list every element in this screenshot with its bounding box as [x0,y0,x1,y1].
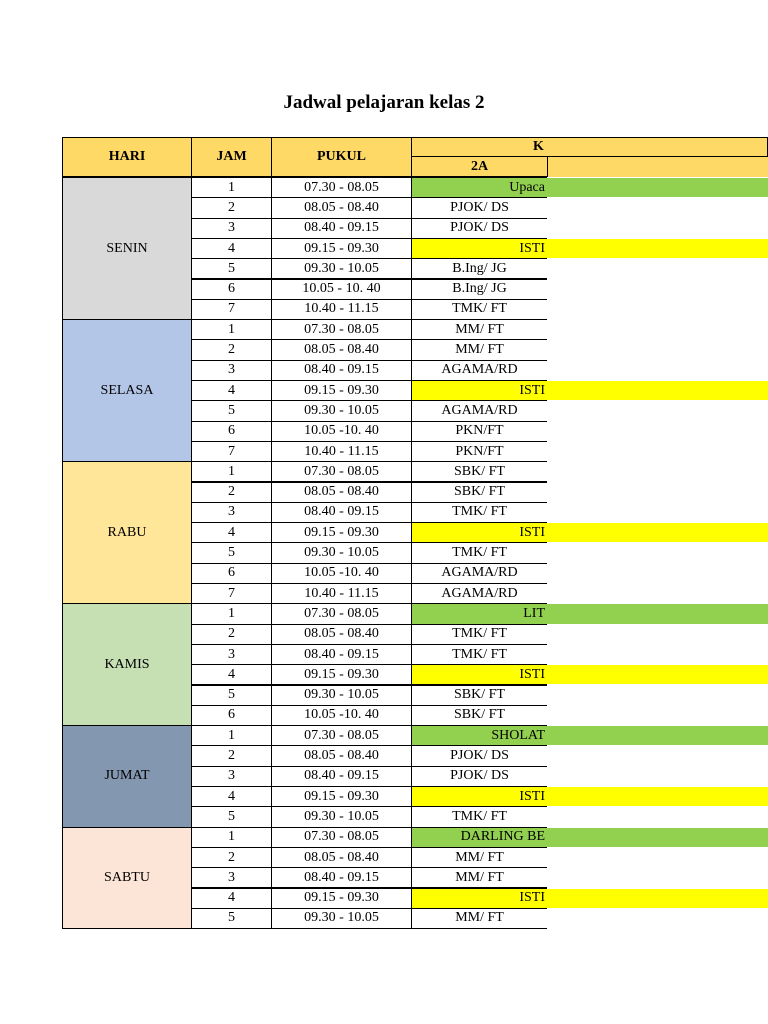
header-group [411,137,768,157]
jam-cell: 5 [191,685,272,706]
subject-cell: TMK/ FT [411,624,548,645]
jam-cell: 4 [191,380,272,401]
jam-cell: 3 [191,218,272,239]
subject-cell: PKN/FT [411,441,548,462]
jam-cell: 3 [191,502,272,523]
day-cell-kamis: KAMIS [62,603,192,726]
subject-label: ISTI [519,240,545,256]
jam-cell: 1 [191,177,272,198]
pukul-cell: 09.30 - 10.05 [271,806,412,827]
subject-cell: TMK/ FT [411,542,548,563]
jam-cell: 1 [191,319,272,340]
pukul-cell: 10.05 -10. 40 [271,421,412,442]
pukul-cell: 07.30 - 08.05 [271,461,412,482]
jam-cell: 7 [191,583,272,604]
band-continuation [547,523,768,542]
band-continuation [547,726,768,745]
pukul-cell: 10.40 - 11.15 [271,441,412,462]
pukul-cell: 07.30 - 08.05 [271,725,412,746]
subject-cell: TMK/ FT [411,806,548,827]
band-continuation [547,239,768,258]
subject-cell: MM/ FT [411,319,548,340]
subject-cell: SBK/ FT [411,461,548,482]
jam-cell: 4 [191,888,272,909]
subject-cell: MM/ FT [411,867,548,888]
band-continuation [547,828,768,847]
pukul-cell: 08.40 - 09.15 [271,218,412,239]
jam-cell: 3 [191,867,272,888]
jam-cell: 3 [191,360,272,381]
subject-cell: AGAMA/RD [411,360,548,381]
subject-cell: PJOK/ DS [411,766,548,787]
pukul-cell: 10.05 -10. 40 [271,563,412,584]
day-cell-jumat: JUMAT [62,725,192,828]
subject-cell: PJOK/ DS [411,218,548,239]
band-continuation [547,178,768,197]
jam-cell: 1 [191,725,272,746]
page-title: Jadwal pelajaran kelas 2 [283,92,485,113]
pukul-cell: 08.05 - 08.40 [271,339,412,360]
jam-cell: 2 [191,197,272,218]
subject-cell: B.Ing/ JG [411,279,548,300]
pukul-cell: 08.40 - 09.15 [271,867,412,888]
subject-cell: AGAMA/RD [411,583,548,604]
pukul-cell: 09.15 - 09.30 [271,522,412,543]
jam-cell: 2 [191,482,272,503]
jam-cell: 2 [191,624,272,645]
pukul-cell: 08.05 - 08.40 [271,624,412,645]
pukul-cell: 09.15 - 09.30 [271,238,412,259]
subject-cell: MM/ FT [411,339,548,360]
subject-cell: TMK/ FT [411,502,548,523]
jam-cell: 4 [191,238,272,259]
pukul-cell: 09.30 - 10.05 [271,400,412,421]
header-group-label: K [533,139,544,154]
jam-cell: 5 [191,908,272,929]
pukul-cell: 09.30 - 10.05 [271,542,412,563]
jam-cell: 7 [191,299,272,320]
pukul-cell: 07.30 - 08.05 [271,603,412,624]
jam-cell: 6 [191,705,272,726]
band-continuation [547,889,768,908]
jam-cell: 4 [191,786,272,807]
subject-label: ISTI [519,382,545,398]
day-cell-selasa: SELASA [62,319,192,462]
subject-label: Upaca [509,179,545,195]
jam-cell: 5 [191,400,272,421]
day-cell-sabtu: SABTU [62,827,192,930]
pukul-cell: 08.40 - 09.15 [271,644,412,665]
subject-label: DARLING BE [460,829,545,845]
jam-cell: 1 [191,827,272,848]
subject-cell: TMK/ FT [411,644,548,665]
subject-cell: MM/ FT [411,847,548,868]
pukul-cell: 09.30 - 10.05 [271,685,412,706]
pukul-cell: 08.05 - 08.40 [271,847,412,868]
band-continuation [547,604,768,623]
pukul-cell: 09.30 - 10.05 [271,258,412,279]
schedule-table [62,137,768,931]
subject-cell: PJOK/ DS [411,197,548,218]
jam-cell: 2 [191,339,272,360]
jam-cell: 4 [191,522,272,543]
pukul-cell: 07.30 - 08.05 [271,827,412,848]
pukul-cell: 10.05 - 10. 40 [271,279,412,300]
subject-label: LIT [523,605,545,621]
day-cell-senin: SENIN [62,177,192,320]
jam-cell: 4 [191,664,272,685]
pukul-cell: 09.15 - 09.30 [271,380,412,401]
subject-cell: B.Ing/ JG [411,258,548,279]
clipped-area [547,177,768,931]
subject-cell: SBK/ FT [411,705,548,726]
pukul-cell: 08.40 - 09.15 [271,502,412,523]
pukul-cell: 09.15 - 09.30 [271,888,412,909]
pukul-cell: 09.15 - 09.30 [271,786,412,807]
pukul-cell: 09.15 - 09.30 [271,664,412,685]
pukul-cell: 07.30 - 08.05 [271,177,412,198]
band-continuation [547,381,768,400]
pukul-cell: 08.05 - 08.40 [271,482,412,503]
jam-cell: 2 [191,745,272,766]
pukul-cell: 10.40 - 11.15 [271,583,412,604]
subject-cell: SBK/ FT [411,685,548,706]
jam-cell: 5 [191,258,272,279]
subject-cell: MM/ FT [411,908,548,929]
pukul-cell: 10.40 - 11.15 [271,299,412,320]
subject-label: ISTI [519,666,545,682]
band-continuation [547,787,768,806]
jam-cell: 5 [191,806,272,827]
jam-cell: 5 [191,542,272,563]
pukul-cell: 07.30 - 08.05 [271,319,412,340]
pukul-cell: 08.40 - 09.15 [271,360,412,381]
subject-cell: TMK/ FT [411,299,548,320]
subject-cell: PKN/FT [411,421,548,442]
subject-label: ISTI [519,788,545,804]
band-continuation [547,665,768,684]
header-class-2a: 2A [411,156,548,177]
pukul-cell: 08.05 - 08.40 [271,745,412,766]
subject-cell: SBK/ FT [411,482,548,503]
day-cell-rabu: RABU [62,461,192,604]
jam-cell: 3 [191,766,272,787]
subject-label: ISTI [519,890,545,906]
pukul-cell: 08.40 - 09.15 [271,766,412,787]
subject-cell: PJOK/ DS [411,745,548,766]
jam-cell: 6 [191,279,272,300]
jam-cell: 3 [191,644,272,665]
subject-label: SHOLAT [491,727,545,743]
jam-cell: 1 [191,603,272,624]
header-pukul: PUKUL [271,137,412,177]
header-hari: HARI [62,137,192,177]
jam-cell: 2 [191,847,272,868]
jam-cell: 1 [191,461,272,482]
subject-cell: AGAMA/RD [411,400,548,421]
subject-cell: AGAMA/RD [411,563,548,584]
jam-cell: 7 [191,441,272,462]
pukul-cell: 10.05 -10. 40 [271,705,412,726]
subject-label: ISTI [519,524,545,540]
pukul-cell: 09.30 - 10.05 [271,908,412,929]
header-jam: JAM [191,137,272,177]
pukul-cell: 08.05 - 08.40 [271,197,412,218]
jam-cell: 6 [191,563,272,584]
jam-cell: 6 [191,421,272,442]
